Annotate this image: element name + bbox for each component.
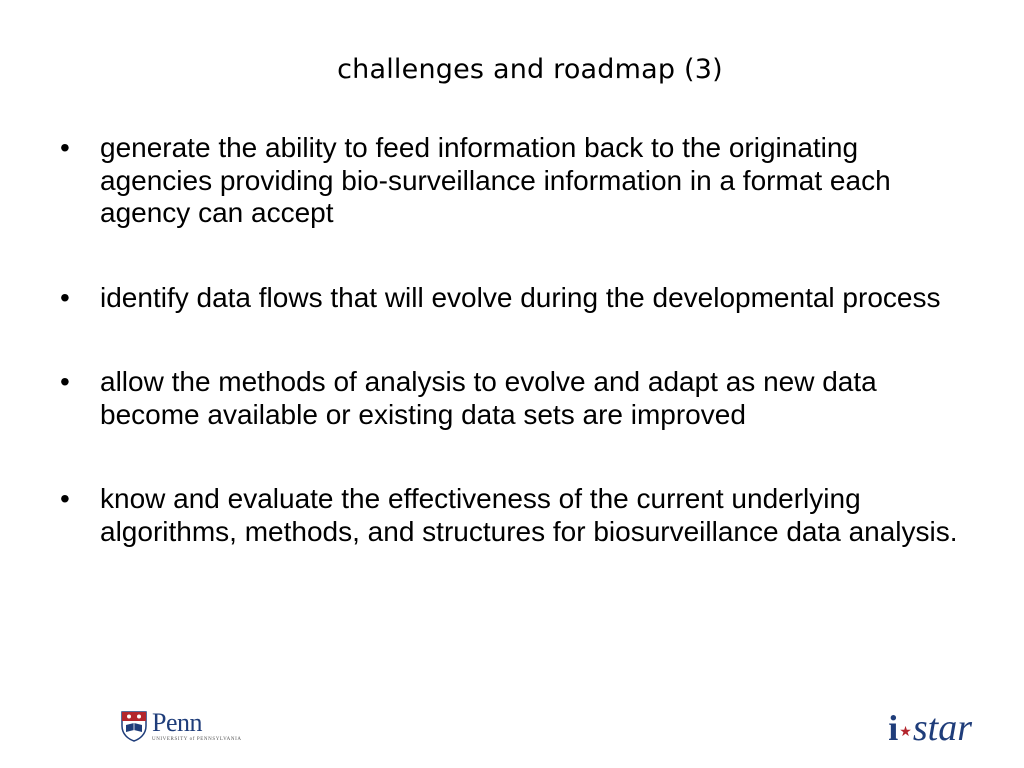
- bullet-item: [60, 483, 960, 548]
- bullet-marker: •: [60, 281, 70, 313]
- bullet-marker: •: [60, 483, 70, 514]
- istar-word: star: [912, 707, 972, 749]
- penn-wordmark: [152, 710, 242, 742]
- penn-logo: [120, 708, 242, 744]
- star-icon: ★: [899, 723, 912, 739]
- bullet-text: know and evaluate the effectiveness of the current underlying algorithms, methods, and structures for biosurveillance data analysis.: [100, 483, 958, 547]
- istar-logo: [888, 706, 972, 749]
- bullet-marker: •: [60, 366, 70, 397]
- istar-prefix: i: [888, 708, 899, 748]
- bullet-item: [60, 282, 960, 315]
- penn-name: Penn: [152, 708, 202, 737]
- bullet-item: [60, 132, 960, 230]
- slide-title: challenges and roadmap (3): [337, 54, 723, 85]
- bullet-text: generate the ability to feed information back to the originating agencies providing bio-surveillance information in a format each agency can accept: [100, 132, 891, 228]
- bullet-list: [60, 132, 960, 600]
- penn-subtitle: UNIVERSITY of PENNSYLVANIA: [152, 737, 242, 742]
- penn-shield-icon: [120, 710, 148, 742]
- bullet-marker: •: [60, 132, 70, 163]
- bullet-item: [60, 366, 960, 431]
- bullet-text: identify data flows that will evolve during the developmental process: [100, 281, 941, 313]
- bullet-text: allow the methods of analysis to evolve and adapt as new data become available or existing data sets are improved: [100, 366, 877, 430]
